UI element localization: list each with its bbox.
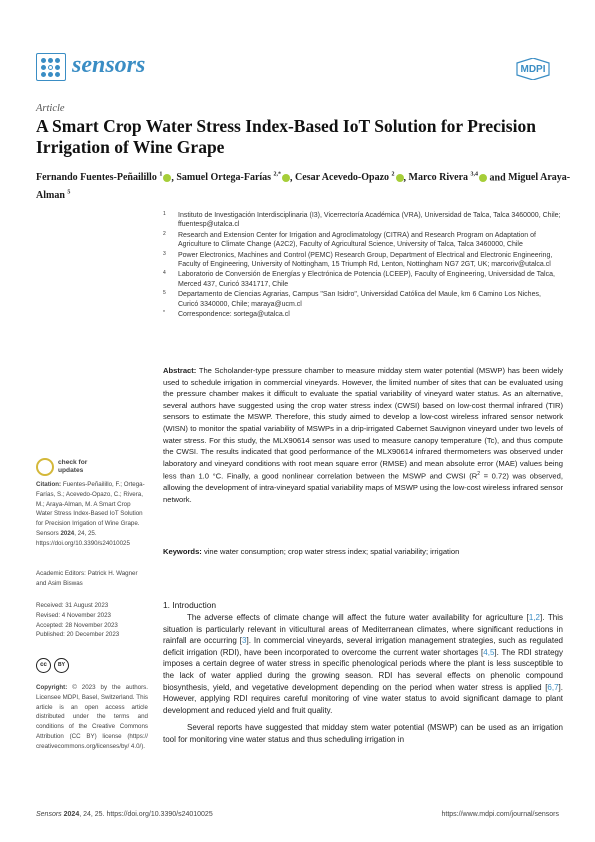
cc-icon: cc — [36, 658, 51, 673]
intro-paragraph-2: Several reports have suggested that midday stem water potential (MSWP) can be used as an irrigation tool for monitoring vine water status and thus scheduling irrigation in — [163, 723, 563, 744]
intro-text: ]. The RDI strategy imposes a certain degree of water stress in specific phenological periods where the plant is less susceptible to the lack of water applied during the growing season. RDI has several effects on phenolic compound biosynthesis, yield, and vegetative development depending on the period when water stress is applied [ — [163, 647, 563, 692]
intro-text: ]. In commercial vineyards, several irrigation management strategies, such as regulated deficit irrigation (RDI), have been incorporated to overcome the current water shortages [ — [163, 636, 563, 657]
affiliation-number: 5 — [163, 290, 166, 297]
affiliation-text: Correspondence: sortega@utalca.cl — [178, 311, 290, 319]
reference-link[interactable]: 1,2 — [528, 613, 540, 622]
abstract — [163, 365, 563, 506]
affiliation-text: Departamento de Ciencias Agrarias, Campus "San Isidro", Universidad Católica del Maule, km 6 Camino Los Niches, Curicó 3340000, Chile; maraya@ucm.cl — [178, 291, 541, 308]
date-received: Received: 31 August 2023 — [36, 602, 109, 609]
affiliation-item — [163, 290, 563, 309]
author-affiliation-mark: 3,4 — [470, 172, 479, 178]
intro-text: The adverse effects of climate change will affect the future water availability for agriculture [ — [187, 613, 529, 622]
citation-label: Citation: — [36, 481, 62, 488]
check-for-updates-button[interactable] — [36, 458, 96, 480]
footer-doi[interactable]: , 24, 25. https://doi.org/10.3390/s24010025 — [79, 811, 213, 818]
author[interactable] — [409, 172, 488, 183]
citation-year: 2024 — [60, 529, 75, 537]
author-affiliation-mark: 2,* — [273, 172, 282, 178]
footer-citation — [36, 811, 213, 818]
author[interactable] — [36, 172, 171, 183]
check-updates-line1: check for — [58, 459, 88, 466]
intro-text: ]. However, applying RDI requires careful monitoring of vine water status to avoid significant damage to plant development and reduced yield and fruit quality. — [163, 682, 563, 715]
affiliation-item — [163, 251, 563, 270]
affiliation-text: Instituto de Investigación Interdisciplinaria (I3), Vicerrectoría Académica (VRA), Universidad de Talca, Talca 3460000, Chile; ffuentesp@utalca.cl — [178, 212, 561, 229]
journal-name: sensors — [72, 52, 146, 78]
reference-link[interactable]: 6,7 — [547, 682, 559, 692]
author-name: Cesar Acevedo-Opazo — [295, 172, 392, 184]
keywords-label: Keywords: — [163, 547, 202, 556]
copyright-notice — [36, 683, 148, 752]
date-published: Published: 20 December 2023 — [36, 631, 120, 639]
author-name: Samuel Ortega-Farías — [176, 172, 274, 184]
affiliations — [163, 211, 563, 320]
orcid-icon[interactable] — [282, 174, 290, 182]
abstract-text: The Scholander-type pressure chamber to measure midday stem water potential (MSWP) has been widely used to schedule irrigation in commercial vineyards. However, the limited number of sites that can be evaluated using the pressure chamber makes it difficult to evaluate the spatial variability of vineyard water status. As an alternative, several authors have suggested using the crop water stress index (CWSI) based on low-cost thermal infrared (TIR) sensors to estimate the MSWP. Therefore, this study aimed to develop a low-cost wireless infrared sensor network (WISN) to monitor the spatial variability of MSWPs in a drip-irrigated Cabernet Sauvignon vineyard under two levels of water stress. For this study, the MLX90614 sensor was used to measure canopy temperature (Tc), and thus compute the CWSI. The results indicated that good performance of the MLX90614 infrared thermometers was observed under laboratory and vineyard conditions with root mean square error (RMSE) and mean absolute error (MAE) values being less than 1.0 °C. Finally, a good nonlinear correlation between the MSWP and CWSI (R — [163, 366, 563, 481]
article-type: Article — [36, 103, 65, 114]
journal-logo-icon — [36, 53, 66, 81]
section-heading-introduction: 1. Introduction — [163, 600, 217, 610]
author[interactable] — [295, 172, 403, 183]
affiliation-text: Research and Extension Center for Irrigation and Agroclimatology (CITRA) and Research Program on Adaptation of Agriculture to Climate Change (A2C2), Faculty of Agricultural Science, University of Talca, Talca 3460000, Chile — [178, 231, 536, 249]
author-list: Fernando Fuentes-Peñailillo $^1$ , Samuel Ortega-Farías $^{2,*}$ , Cesar Acevedo-Opazo $^2$ , Marco Rivera $^{3,4}$ and Miguel Araya-Alman $^5$ — [36, 172, 571, 201]
footer-journal: Sensors — [36, 811, 62, 818]
author-affiliation-mark: 2 — [391, 172, 395, 178]
footer-year: 2024 — [63, 811, 80, 818]
date-accepted: Accepted: 28 November 2023 — [36, 621, 118, 629]
affiliation-item — [163, 270, 563, 289]
affiliation-number: 1 — [163, 211, 166, 217]
orcid-icon[interactable] — [163, 174, 171, 182]
intro-text: ]. This situation is particularly relevant in viticultural areas of Mediterranean climates, where significant reductions in rainfall are occurring [ — [163, 613, 564, 646]
keywords — [163, 546, 563, 557]
orcid-icon[interactable] — [396, 174, 404, 182]
affiliation-item — [163, 211, 563, 230]
mdpi-logo-text: MDPI — [520, 64, 546, 75]
affiliation-text: Power Electronics, Machines and Control (PEMC) Research Group, Department of Electrical and Electronic Engineering, Faculty of Engineering, University of Nottingham, 15 Triumph Rd, Lenton, Nottingham NG7 2GT, UK; marcoriv@utalca.cl — [178, 251, 553, 269]
footer-journal-url[interactable]: https://www.mdpi.com/journal/sensors — [441, 811, 559, 818]
cc-by-license-badge[interactable] — [36, 657, 84, 675]
intro-paragraph-1 — [163, 612, 563, 716]
citation-text: Fuentes-Peñailillo, F.; Ortega-Farías, S.; Acevedo-Opazo, C.; Rivera, M.; Araya-Alman, M. A Smart Crop Water Stress Index-Based IoT Solution for Precision Irrigation of Wine Grape. Sensors — [36, 481, 145, 537]
affiliation-number: 4 — [163, 270, 166, 277]
citation-block — [36, 480, 148, 549]
affiliation-number: 3 — [163, 250, 166, 257]
keywords-text: vine water consumption; crop water stress index; spatial variability; irrigation — [203, 547, 460, 556]
publication-dates — [36, 601, 148, 640]
affiliation-text: Laboratorio de Conversión de Energías y Electrónica de Potencia (LCEEP), Faculty of Engineering, Universidad de Talca, Merced 437, Curicó 3341717, Chile — [178, 271, 555, 288]
author-affiliation-mark: 1 — [159, 172, 163, 178]
reference-link[interactable]: 4,5 — [483, 647, 495, 657]
affiliation-item — [163, 310, 563, 319]
mdpi-logo — [516, 58, 550, 80]
affiliation-number: * — [163, 310, 165, 317]
copyright-label: Copyright: — [36, 684, 68, 691]
author[interactable] — [176, 172, 290, 183]
author-name: Marco Rivera — [408, 172, 471, 184]
check-updates-icon — [36, 458, 54, 476]
copyright-text: © 2023 by the authors. Licensee MDPI, Basel, Switzerland. This article is an open access article distributed under the terms and conditions of the Creative Commons Attribution (CC BY) license (https:// creativecommons.org/licenses/by/ 4.0/). — [36, 684, 148, 750]
author-name: Miguel Araya-Alman — [36, 172, 571, 201]
check-updates-line2: updates — [58, 466, 84, 474]
by-icon: BY — [54, 658, 69, 673]
abstract-text-end: = 0.72) was observed, allowing the development of intra-vineyard spatial variability maps of MSWP using the low-cost wireless infrared sensor network. — [163, 471, 563, 505]
abstract-label: Abstract: — [163, 366, 197, 375]
affiliation-item — [163, 231, 563, 250]
academic-editors: Academic Editors: Patrick H. Wagner and Asim Biswas — [36, 570, 138, 587]
paper-title: A Smart Crop Water Stress Index-Based IoT Solution for Precision Irrigation of Wine Grape — [36, 116, 536, 157]
author-affiliation-mark: 5 — [67, 189, 71, 196]
citation-doi[interactable]: , 24, 25. https://doi.org/10.3390/s24010025 — [36, 529, 130, 547]
orcid-icon[interactable] — [479, 174, 487, 182]
author-name: Fernando Fuentes-Peñailillo — [36, 172, 160, 184]
reference-link[interactable]: 3 — [242, 636, 247, 646]
affiliation-number: 2 — [163, 230, 166, 237]
abstract-r2-superscript: 2 — [477, 471, 481, 478]
date-revised: Revised: 4 November 2023 — [36, 611, 111, 619]
